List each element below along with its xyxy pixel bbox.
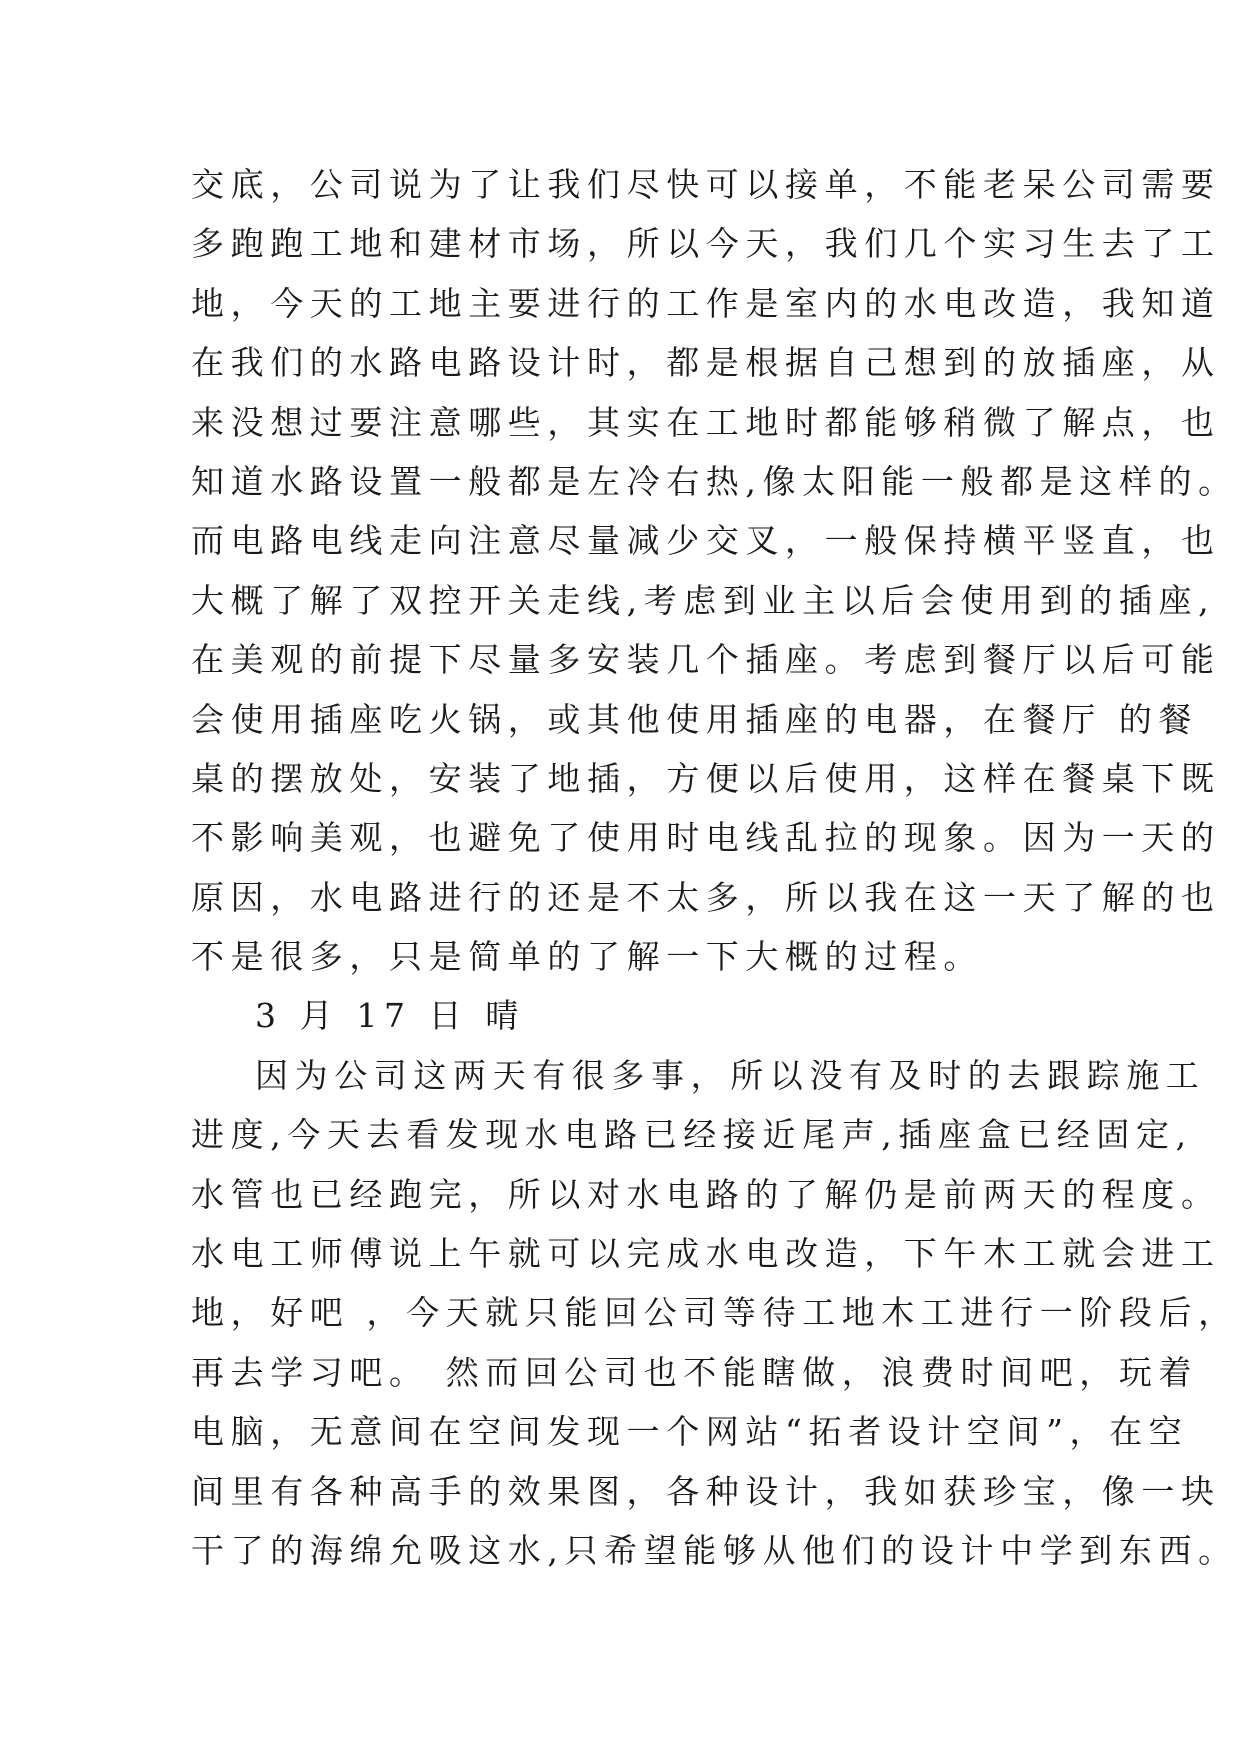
text-line: 不是很多，只是简单的了解一下大概的过程。 <box>191 937 983 977</box>
text-line: 水管也已经跑完，所以对水电路的了解仍是前两天的程度。 <box>191 1174 1221 1214</box>
document-body <box>191 155 1238 1580</box>
text-line: 不影响美观，也避免了使用时电线乱拉的现象。因为一天的 <box>191 818 1221 858</box>
text-line: 大概了解了双控开关走线,考虑到业主以后会使用到的插座, <box>191 580 1216 620</box>
text-line: 地，好吧 ，今天就只能回公司等待工地木工进行一阶段后， <box>191 1293 1238 1333</box>
text-line: 再去学习吧。 然而回公司也不能瞎做，浪费时间吧，玩着 <box>191 1352 1199 1392</box>
text-line: 原因，水电路进行的还是不太多，所以我在这一天了解的也 <box>191 877 1221 917</box>
text-line: 电脑，无意间在空间发现一个网站“拓者设计空间”，在空 <box>191 1412 1189 1452</box>
text-line: 而电路电线走向注意尽量减少交叉，一般保持横平竖直，也 <box>191 521 1221 561</box>
text-line: 会使用插座吃火锅，或其他使用插座的电器，在餐厅 的餐 <box>191 699 1199 739</box>
text-line: 交底，公司说为了让我们尽快可以接单，不能老呆公司需要 <box>191 165 1221 204</box>
date-heading: 3 月 17 日 晴 <box>255 996 525 1036</box>
text-line: 干了的海绵允吸这水,只希望能够从他们的设计中学到东西。 <box>191 1530 1238 1570</box>
text-line: 在我们的水路电路设计时，都是根据自己想到的放插座，从 <box>191 343 1221 383</box>
text-line: 间里有各种高手的效果图，各种设计，我如获珍宝，像一块 <box>191 1471 1221 1511</box>
paragraph-first-line: 因为公司这两天有很多事，所以没有及时的去跟踪施工 <box>255 1055 1206 1095</box>
text-line: 在美观的前提下尽量多安装几个插座。考虑到餐厅以后可能 <box>191 640 1221 680</box>
text-line: 水电工师傅说上午就可以完成水电改造，下午木工就会进工 <box>191 1234 1221 1274</box>
text-line: 进度,今天去看发现水电路已经接近尾声,插座盒已经固定, <box>191 1115 1193 1155</box>
text-line: 桌的摆放处，安装了地插，方便以后使用，这样在餐桌下既 <box>191 758 1221 798</box>
text-line: 知道水路设置一般都是左冷右热,像太阳能一般都是这样的。 <box>191 461 1238 501</box>
text-line: 地，今天的工地主要进行的工作是室内的水电改造，我知道 <box>191 283 1221 323</box>
text-line: 来没想过要注意哪些，其实在工地时都能够稍微了解点，也 <box>191 402 1221 442</box>
text-line: 多跑跑工地和建材市场，所以今天，我们几个实习生去了工 <box>191 224 1221 264</box>
